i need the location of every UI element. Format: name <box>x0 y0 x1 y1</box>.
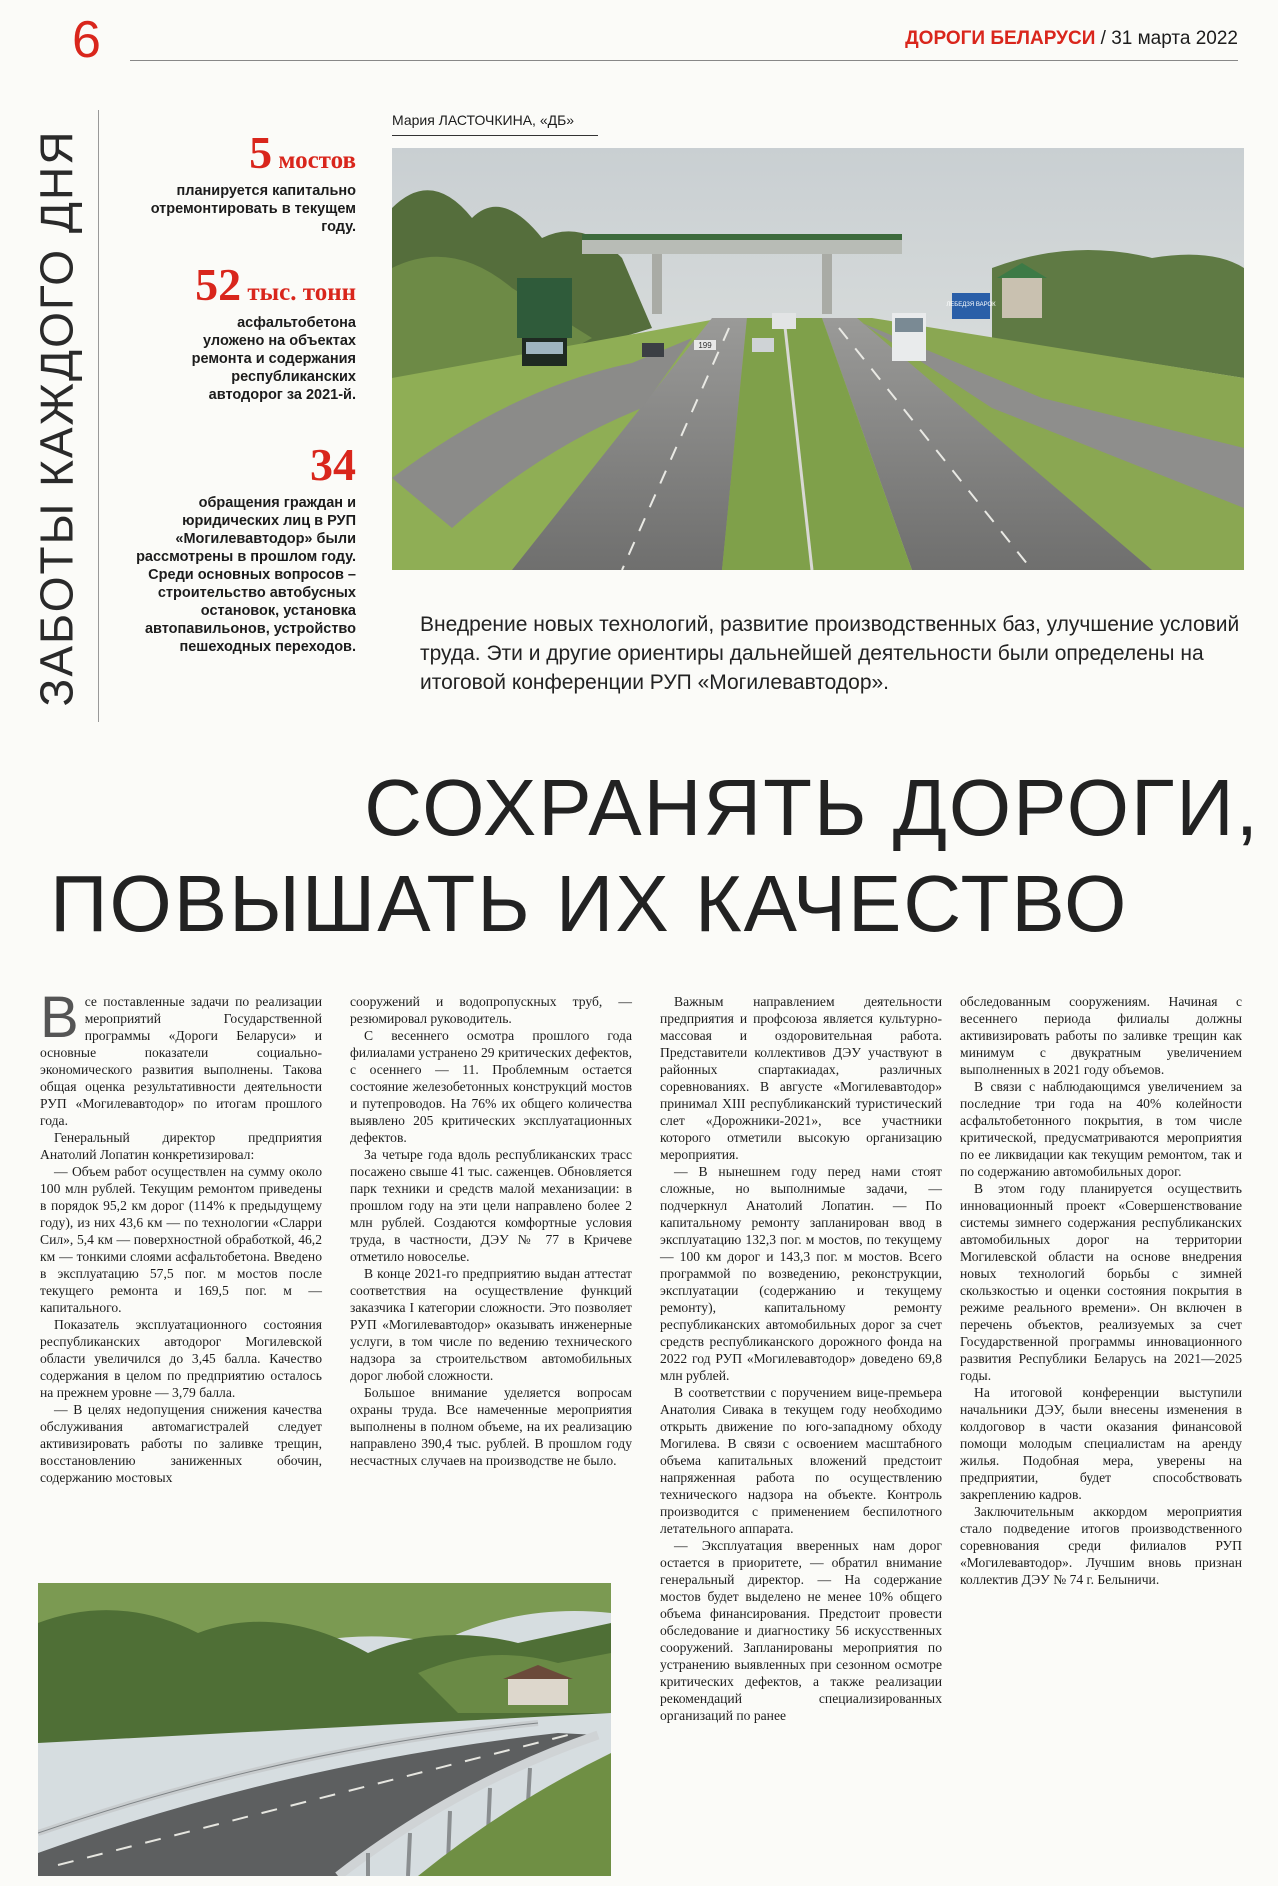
paragraph: За четыре года вдоль республиканских трасс посажено свыше 41 тыс. саженцев. Обновляется парк техники и средств малой механизации: в прошлом году на эти цели направлено более 2 млн рублей. Создаются комфортные условия труда, в частности, ДЭУ № 77 в Кричеве отметило новоселье. <box>350 1147 632 1264</box>
paragraph: В соответствии с поручением вице-премьера Анатолия Сивака в текущем году необходимо открыть движение по юго-западному обходу Могилева. В связи с освоением масштабного объема капитальных вложений предстоит напряженная работа по осуществлению технического надзора на объекте. Контроль производится с применением беспилотного летательного аппарата. <box>660 1385 942 1536</box>
paragraph: — В целях недопущения снижения качества обслуживания автомагистралей следует активизировать работы по заливке трещин, восстановлению заниженных обочин, содержанию мостовых <box>40 1402 322 1485</box>
paragraph: С весеннего осмотра прошлого года филиалами устранено 29 критических дефектов, с осеннего — 11. Проблемным остается состояние железобетонных конструкций мостов и путепроводов. На 76% их общего количества выявлено 205 критических эксплуатационных дефектов. <box>350 1028 632 1145</box>
paragraph: — Эксплуатация вверенных нам дорог остается в приоритете, — обратил внимание генеральный директор. — На содержание мостов будет выделено не менее 10% общего объема финансирования. Предстоит провести обследование и диагностику 56 искусственных сооружений. Запланированы мероприятия по устранению выявленных при сезонном осмотре критических дефектов, а также реализации рекомендаций специализированных организаций по ранее <box>660 1538 942 1723</box>
bridge-road-photo <box>38 1583 611 1876</box>
byline-rule <box>392 135 598 136</box>
header-separator: / <box>1095 28 1112 49</box>
km-sign-label: 199 <box>698 341 712 350</box>
paragraph: — В нынешнем году перед нами стоят сложные, но выполнимые задачи, — подчеркнул Анатолий Лопатин. — По капитальному ремонту запланирован ввод в эксплуатацию 132,3 пог. м мостов, по текущему — 100 км дорог и 143,3 пог. м мостов. Всего программой по возведению, реконструкции, эксплуатации (содержанию и текущему ремонту), капитальному ремонту республиканских автомобильных дорог за счет средств республиканского дорожного фонда на 2022 год РУП «Могилевавтодор» доведено 69,8 млн рублей. <box>660 1164 942 1383</box>
stat-value: 52 <box>195 259 242 310</box>
stat-unit: мостов <box>272 147 356 174</box>
paragraph: Показатель эксплуатационного состояния республиканских автодорог Могилевской области увеличился до 3,45 балла. Качество содержания в целом по предприятию осталось на прежнем уровне — 3,79 балла. <box>40 1317 322 1400</box>
article-column-1 <box>40 985 322 1486</box>
stat-description: асфальтобетона уложено на объектах ремонта и содержания республиканских автодорог за 2021-й. <box>191 315 356 403</box>
rubric <box>10 110 102 725</box>
paragraph: Генеральный директор предприятия Анатолий Лопатин конкретизировал: <box>40 1130 322 1162</box>
road-sign-label: ЛЕБЕДЗЯ ВАРОК <box>946 302 996 308</box>
lead-paragraph: Внедрение новых технологий, развитие производственных баз, улучшение условий труда. Эти и другие ориентиры дальнейшей деятельности были определены на итоговой конференции РУП «Могилевавтодор». <box>420 613 1240 694</box>
article-column-4 <box>960 993 1242 1588</box>
paragraph: Важным направлением деятельности предприятия и профсоюза является культурно-массовая и оздоровительная работа. Представители коллективов ДЭУ участвуют в районных спартакиадах, различных соревнованиях. В августе «Могилевавтодор» принимал XIII республиканский туристический слет «Дорожники-2021», все участники которого отметили высокую организацию мероприятия. <box>660 994 942 1162</box>
byline: Мария ЛАСТОЧКИНА, «ДБ» <box>392 112 575 128</box>
highway-photo <box>392 148 1244 570</box>
headline-line-2: ПОВЫШАТЬ ИХ КАЧЕСТВО <box>50 859 1129 948</box>
paragraph: сооружений и водопропускных труб, — резюмировал руководитель. <box>350 994 632 1026</box>
paragraph: обследованным сооружениям. Начиная с весеннего периода филиалы должны активизировать работы по заливке трещин как минимум с двукратным увеличением выполненных в 2021 году объемов. <box>960 994 1242 1077</box>
paragraph: В конце 2021-го предприятию выдан аттестат соответствия на осуществление функций заказчика I категории сложности. Это позволяет РУП «Могилевавтодор» оказывать инженерные услуги, в том числе по ведению технического надзора за строительством автомобильных дорог любой сложности. <box>350 1266 632 1383</box>
stat-description: обращения граждан и юридических лиц в РУП «Могилевавтодор» были рассмотрены в прошлом году. Среди основных вопросов – строительство автобусных остановок, установка автопавильонов, устройство пешеходных переходов. <box>136 495 356 655</box>
header-rule <box>130 60 1238 61</box>
headline-line-1: СОХРАНЯТЬ ДОРОГИ, <box>364 763 1260 852</box>
page-header <box>905 28 1238 50</box>
paragraph: Заключительным аккордом мероприятия стало подведение итогов производственного соревнования среди филиалов РУП «Могилевавтодор». Лучшим вновь признан коллектив ДЭУ № 74 г. Белыничи. <box>960 1504 1242 1587</box>
rubric-label: ЗАБОТЫ КАЖДОГО ДНЯ <box>30 129 83 706</box>
issue-date: 31 марта 2022 <box>1111 28 1238 49</box>
stat-value: 5 <box>249 127 273 178</box>
stat-appeals <box>106 439 356 656</box>
stat-unit: тыс. тонн <box>241 279 356 306</box>
paragraph: На итоговой конференции выступили начальники ДЭУ, были внесены изменения в колдоговор в части оказания финансовой помощи молодым специалистам на аренду жилья. Подобная мера, уверены на предприятии, будет способствовать закреплению кадров. <box>960 1385 1242 1502</box>
rubric-divider <box>98 110 99 722</box>
stat-bridges <box>106 127 356 236</box>
highway-illustration <box>392 148 1244 570</box>
paragraph-text: се поставленные задачи по реализации мероприятий Государственной программы «Дороги Беларуси» и основные показатели социально-экономического развития выполнены. Такова общая оценка результативности деятельности РУП «Могилевавтодор» по итогам прошлого года. <box>40 994 322 1128</box>
first-paragraph <box>40 985 322 1129</box>
bridge-road-illustration <box>38 1583 611 1876</box>
stat-description: планируется капитально отремонтировать в текущем году. <box>150 183 356 235</box>
page-number: 6 <box>72 11 101 69</box>
paragraph: Большое внимание уделяется вопросам охраны труда. Все намеченные мероприятия выполнены в полном объеме, на их реализацию направлено 390,4 тыс. рублей. В прошлом году несчастных случаев на производстве не было. <box>350 1385 632 1468</box>
headline <box>20 760 1260 952</box>
paragraph: — Объем работ осуществлен на сумму около 100 млн рублей. Текущим ремонтом приведены в порядок 95,2 км дорог (114% к предыдущему году), из них 43,6 км — по технологии «Сларри Сил», 5,4 км — поверхностной обработкой, 46,2 км — тонкими слоями асфальтобетона. Введено в эксплуатацию 57,5 пог. м мостов после текущего ремонта и 169,5 пог. м — капитального. <box>40 1164 322 1315</box>
paragraph: В этом году планируется осуществить инновационный проект «Совершенствование системы зимнего содержания республиканских автомобильных дорог на территории Могилевской области на основе внедрения новых технологий борьбы с зимней скользкостью и оценки состояния покрытия в режиме реального времени». Он включен в перечень объектов, реализуемых за счет Государственной программы инновационного развития Республики Беларусь на 2021—2025 годы. <box>960 1181 1242 1383</box>
drop-cap: В <box>40 985 79 1050</box>
article-column-2 <box>350 993 632 1469</box>
stat-asphalt <box>106 259 356 404</box>
paragraph: В связи с наблюдающимся увеличением за последние три года на 40% колейности асфальтобетонного покрытия, в том числе критической, предусматриваются мероприятия по ее ликвидации как текущим ремонтом, так и по содержанию автомобильных дорог. <box>960 1079 1242 1179</box>
article-column-3 <box>660 993 942 1724</box>
publication-name: ДОРОГИ БЕЛАРУСИ <box>905 28 1096 49</box>
stat-value: 34 <box>310 439 356 490</box>
